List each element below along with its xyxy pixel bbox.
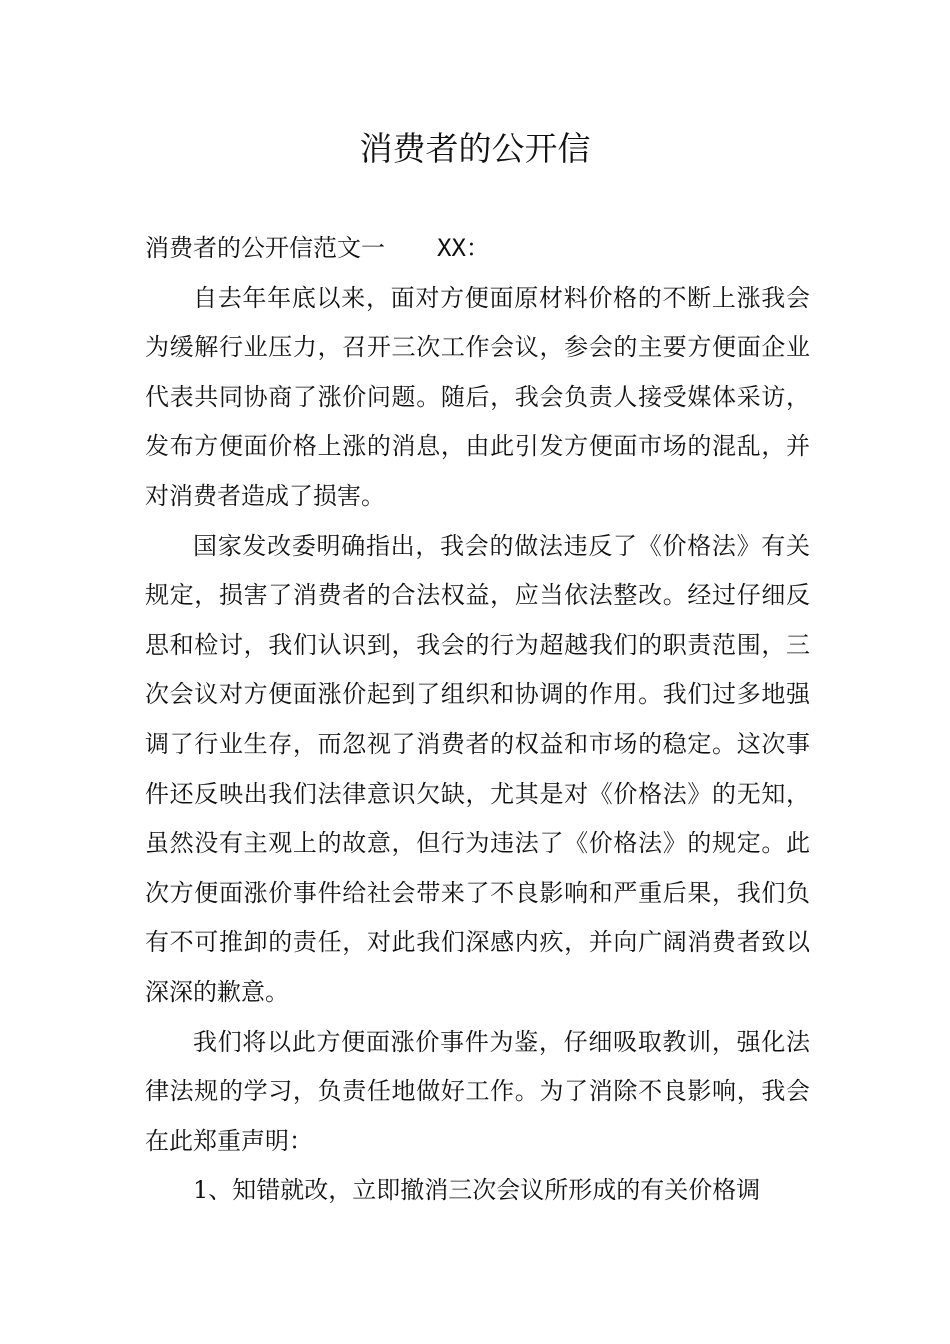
paragraph: 自去年年底以来，面对方便面原材料价格的不断上涨我会为缓解行业压力，召开三次工作会议，参会的主要方便面企业代表共同协商了涨价问题。随后，我会负责人接受媒体采访，发布方便面价格上涨的消息，由此引发方便面市场的混乱，并对消费者造成了损害。 xyxy=(145,283,810,510)
paragraph: 我们将以此方便面涨价事件为鉴，仔细吸取教训，强化法律法规的学习，负责任地做好工作。为了消除不良影响，我会在此郑重声明： xyxy=(145,1027,810,1155)
letter-label: 消费者的公开信范文一 xyxy=(145,234,385,262)
document-title: 消费者的公开信 xyxy=(359,129,591,168)
document-body xyxy=(145,224,810,1216)
salutation: XX： xyxy=(437,234,490,262)
heading-line xyxy=(145,224,810,274)
paragraph: 国家发改委明确指出，我会的做法违反了《价格法》有关规定，损害了消费者的合法权益，应当依法整改。经过仔细反思和检讨，我们认识到，我会的行为超越我们的职责范围，三次会议对方便面涨价起到了组织和协调的作用。我们过多地强调了行业生存，而忽视了消费者的权益和市场的稳定。这次事件还反映出我们法律意识欠缺，尤其是对《价格法》的无知，虽然没有主观上的故意，但行为违法了《价格法》的规定。此次方便面涨价事件给社会带来了不良影响和严重后果，我们负有不可推卸的责任，对此我们深感内疚，并向广阔消费者致以深深的歉意。 xyxy=(145,531,810,1006)
paragraph: 1、知错就改，立即撤消三次会议所形成的有关价格调 xyxy=(193,1176,761,1205)
